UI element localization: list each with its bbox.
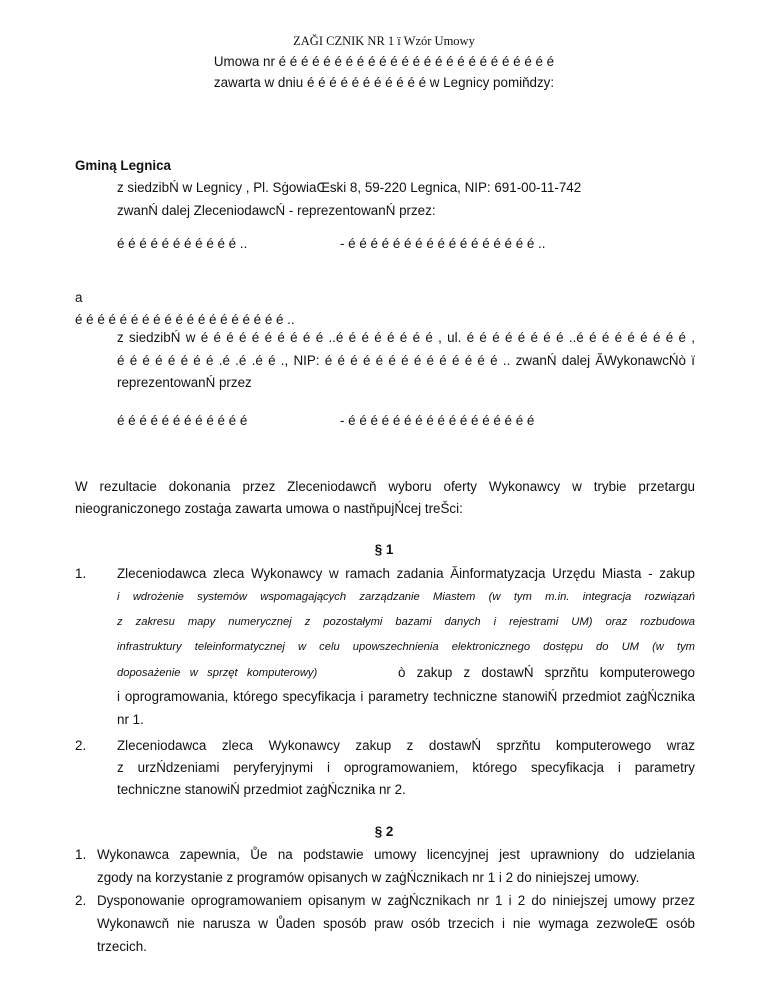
- party2-rep-name: é é é é é é é é é é é é: [117, 413, 248, 428]
- party1-address: z siedzibŃ w Legnicy , Pl. SġowiaŒski 8, 59-220 Legnica, NIP: 691-00-11-742: [117, 180, 582, 195]
- section-1-heading: § 1: [374, 542, 394, 557]
- party2-address-2: é é é é é é é é .é .é .é é ., NIP: é é é é é é é é é é é é é é .. zwanŃ dalej ĂWykonawcŃò ï: [117, 353, 695, 368]
- contract-date-line: zawarta w dniu é é é é é é é é é é é w Legnicy pomiňdzy:: [213, 75, 555, 90]
- party1-rep-name: é é é é é é é é é é é ..: [117, 236, 248, 251]
- party2-represented: reprezentowanŃ przez: [117, 375, 252, 390]
- page-header: ZAĞI CZNIK NR 1 ï Wzór Umowy: [293, 34, 475, 48]
- s2-p2-line-3: trzecich.: [97, 939, 147, 954]
- contract-number-line: Umowa nr é é é é é é é é é é é é é é é é é é é é é é é é é: [213, 54, 555, 69]
- s1-p2-line-2: z urzŃdzeniami peryferyjnymi i oprogramowaniem, którego specyfikacja i parametry: [117, 760, 695, 775]
- s1-p1-line-1: Zleceniodawca zleca Wykonawcy w ramach zadania Ăinformatyzacja Urzędu Miasta - zakup: [117, 566, 695, 581]
- party2-name: é é é é é é é é é é é é é é é é é é é ..: [75, 312, 295, 327]
- s1-p2-number: 2.: [75, 738, 87, 753]
- s1-p2-line-3: techniczne stanowiŃ przedmiot zaġŃcznika nr 2.: [117, 782, 406, 797]
- s2-p2-line-2: Wykonawcň nie narusza w Ůaden sposób praw osób trzecich i nie wymaga zezwoleŒ osób: [97, 916, 695, 931]
- party1-called: zwanŃ dalej ZleceniodawcŃ - reprezentowanŃ przez:: [117, 203, 436, 218]
- s1-p1-number: 1.: [75, 566, 87, 581]
- and-word: a: [75, 290, 83, 305]
- intro-line-1: W rezultacie dokonania przez Zleceniodawcň wyboru oferty Wykonawcy w trybie przetargu: [75, 479, 695, 494]
- s1-p1-line-7: nr 1.: [117, 712, 144, 727]
- party1-rep-role: - é é é é é é é é é é é é é é é é é ..: [340, 236, 546, 251]
- s1-p1-line-3: z zakresu mapy numerycznej z pozostałymi bazami danych i rejestrami UM) oraz rozbudowa: [117, 616, 695, 628]
- party2-address-1: z siedzibŃ w é é é é é é é é é é ..é é é é é é é é , ul. é é é é é é é é ..é é é é é é é é é ,: [117, 330, 695, 345]
- s2-p1-line-2: zgody na korzystanie z programów opisanych w zaġŃcznikach nr 1 i 2 do niniejszej umowy.: [97, 870, 640, 885]
- s1-p1-line-2: i wdrożenie systemów wspomagających zarządzanie Miastem (w tym m.in. integracja rozwiązań: [117, 591, 695, 603]
- party2-rep-role: - é é é é é é é é é é é é é é é é é: [340, 413, 535, 428]
- s2-p2-number: 2.: [75, 893, 87, 908]
- s1-p2-line-1: Zleceniodawca zleca Wykonawcy zakup z dostawŃ sprzňtu komputerowego wraz: [117, 738, 695, 753]
- s1-p1-line-6: i oprogramowania, którego specyfikacja i parametry techniczne stanowiŃ przedmiot zaġŃcznika: [117, 689, 695, 704]
- intro-line-2: nieograniczonego zostaġa zawarta umowa o nastňpujŃcej treŠci:: [75, 501, 463, 516]
- s2-p1-line-1: Wykonawca zapewnia, Ůe na podstawie umowy licencyjnej jest uprawniony do udzielania: [97, 847, 695, 862]
- s2-p2-line-1: Dysponowanie oprogramowaniem opisanym w zaġŃcznikach nr 1 i 2 do niniejszej umowy przez: [97, 893, 695, 908]
- s1-p1-line-5-rest: ò zakup z dostawŃ sprzňtu komputerowego: [398, 665, 695, 680]
- section-2-heading: § 2: [374, 824, 394, 839]
- s1-p1-line-4: infrastruktury teleinformatycznej w celu upowszechnienia elektronicznego dostępu do UM (w tym: [117, 641, 695, 653]
- party1-name: Gminą Legnica: [75, 158, 171, 173]
- s2-p1-number: 1.: [75, 847, 87, 862]
- s1-p1-line-5-italic: doposażenie w sprzęt komputerowy): [117, 667, 318, 679]
